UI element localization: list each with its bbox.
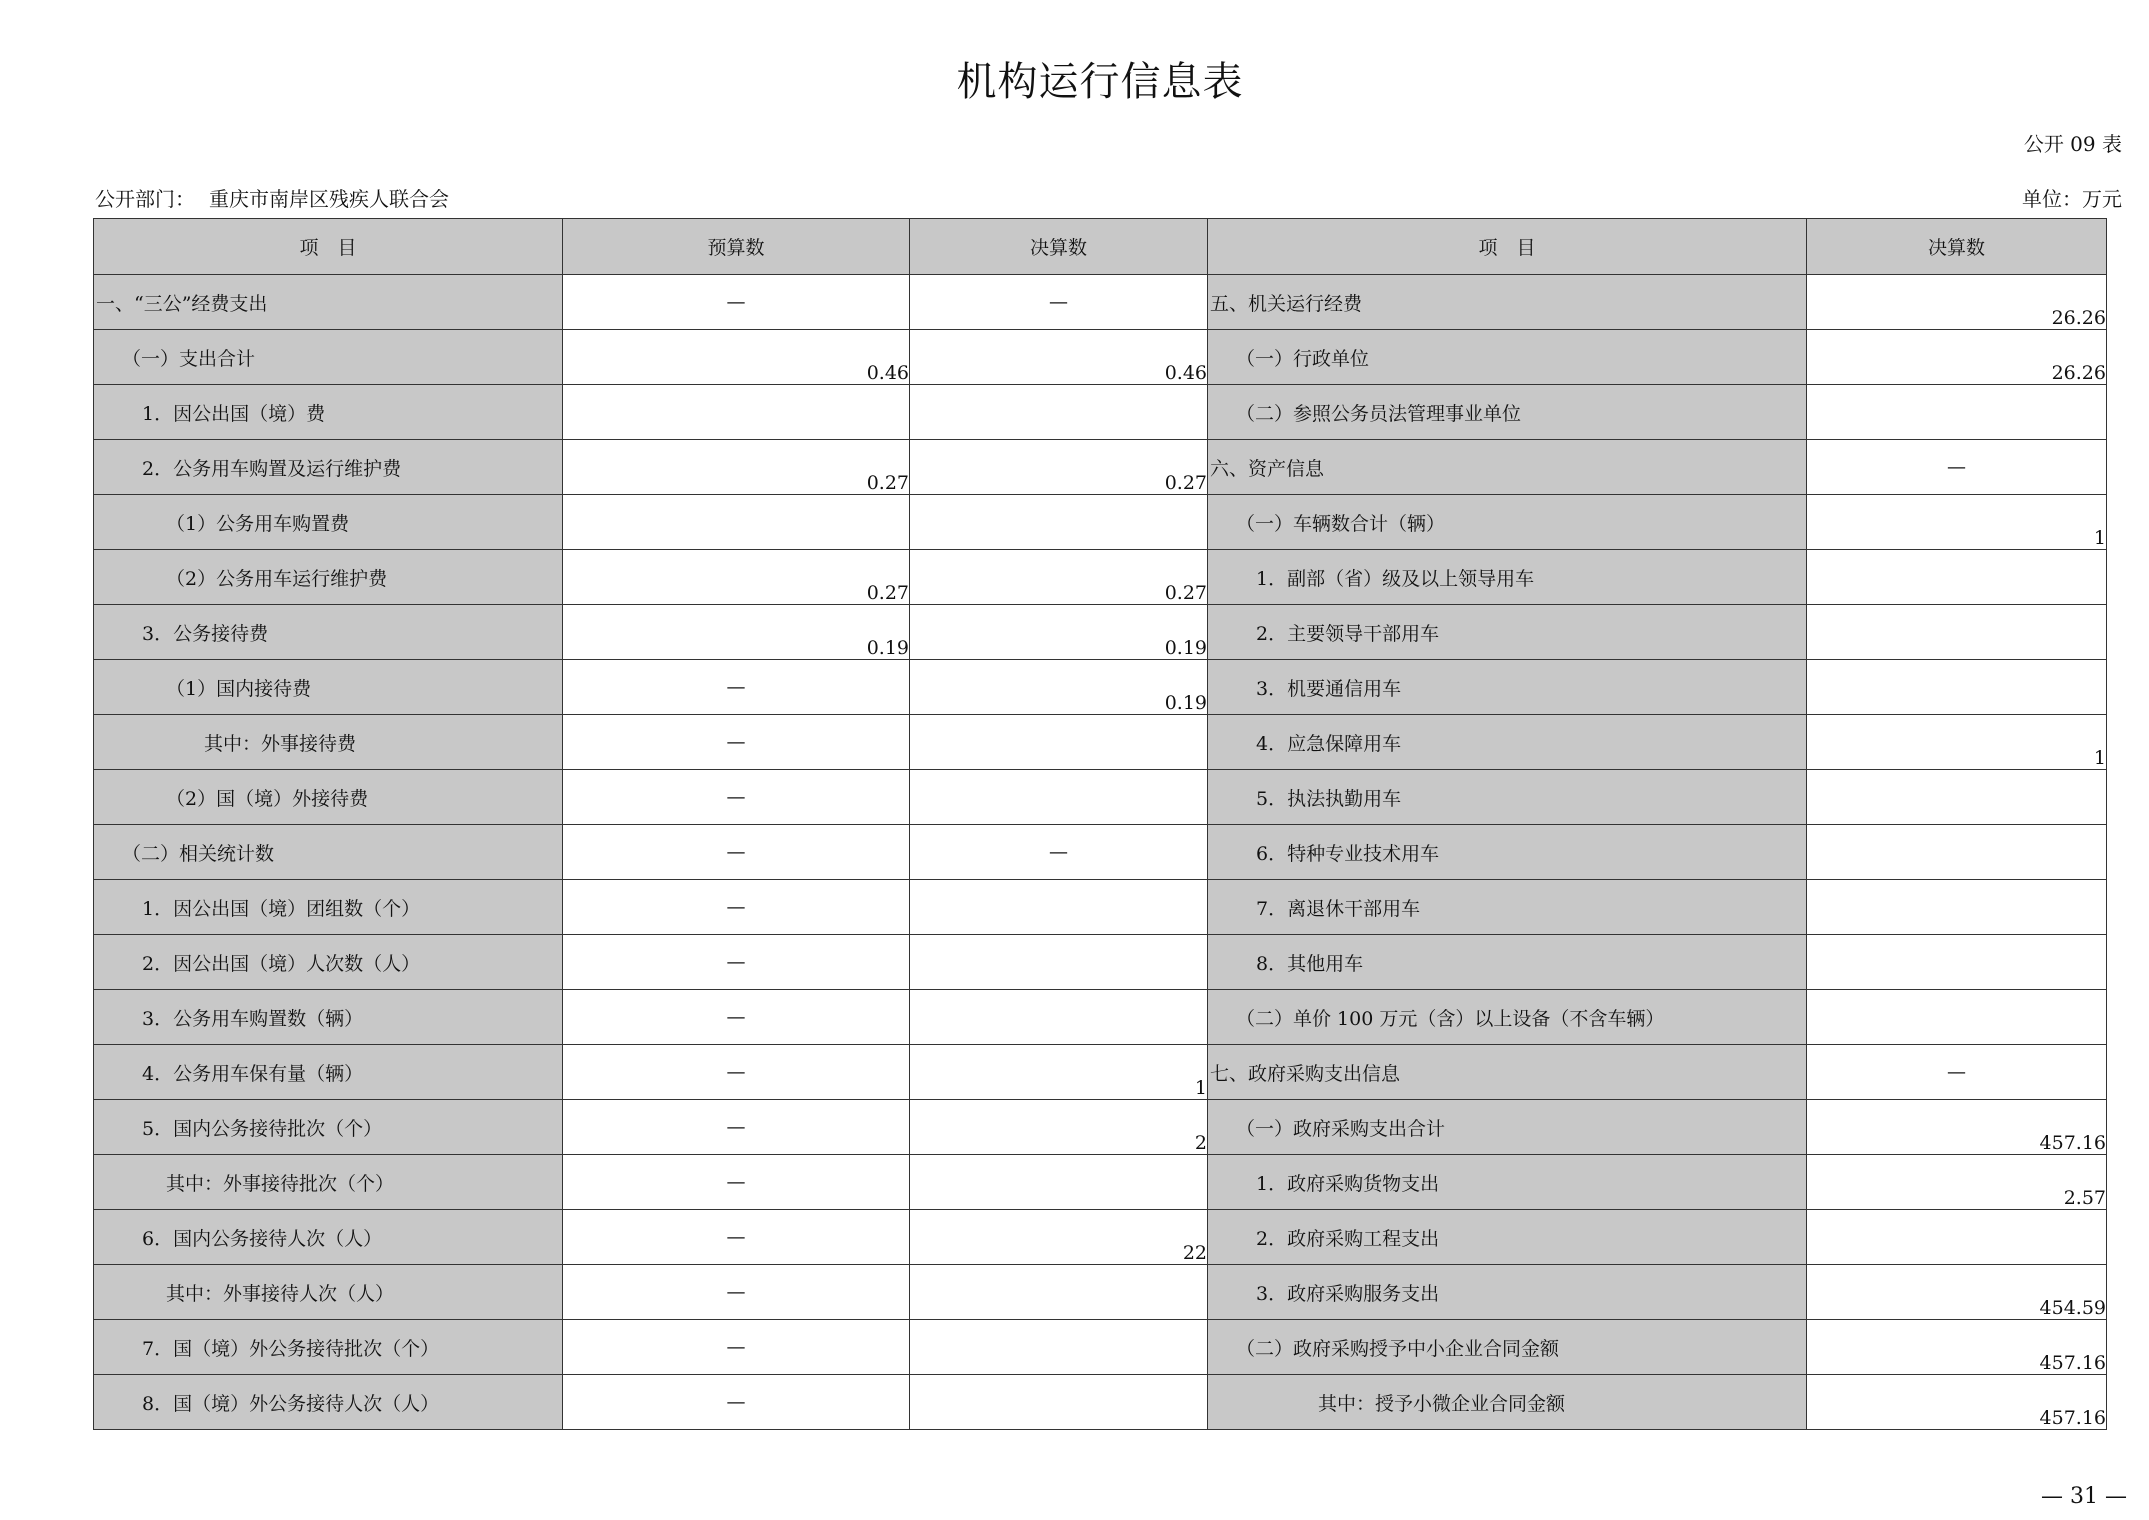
left-budget-value: 0.19	[563, 605, 910, 660]
table-header-row	[94, 219, 2107, 275]
left-item-label: 2．因公出国（境）人次数（人）	[94, 935, 563, 990]
table-row	[94, 715, 2107, 770]
left-item-label: （1）公务用车购置费	[94, 495, 563, 550]
right-item-label: 其中：授予小微企业合同金额	[1208, 1375, 1807, 1430]
right-item-label: （一）行政单位	[1208, 330, 1807, 385]
left-budget-value	[563, 385, 910, 440]
left-item-label: （一）支出合计	[94, 330, 563, 385]
left-budget-value: —	[563, 275, 910, 330]
left-budget-value: —	[563, 715, 910, 770]
right-final-value: 457.16	[1807, 1100, 2107, 1155]
left-final-value: 0.27	[910, 440, 1208, 495]
right-final-value	[1807, 1210, 2107, 1265]
right-item-label: 3．政府采购服务支出	[1208, 1265, 1807, 1320]
left-item-label: （2）国（境）外接待费	[94, 770, 563, 825]
left-item-label: 1．因公出国（境）费	[94, 385, 563, 440]
table-row	[94, 1320, 2107, 1375]
table-row	[94, 1375, 2107, 1430]
left-budget-value: 0.27	[563, 550, 910, 605]
left-item-label: 1．因公出国（境）团组数（个）	[94, 880, 563, 935]
left-budget-value	[563, 495, 910, 550]
table-row	[94, 1155, 2107, 1210]
header-left-item: 项 目	[94, 219, 563, 275]
table-row	[94, 440, 2107, 495]
left-budget-value: 0.46	[563, 330, 910, 385]
right-item-label: 6．特种专业技术用车	[1208, 825, 1807, 880]
right-final-value	[1807, 605, 2107, 660]
left-final-value: 2	[910, 1100, 1208, 1155]
right-final-value	[1807, 550, 2107, 605]
right-item-label: 5．执法执勤用车	[1208, 770, 1807, 825]
right-item-label: 8．其他用车	[1208, 935, 1807, 990]
right-final-value	[1807, 770, 2107, 825]
left-item-label: 7．国（境）外公务接待批次（个）	[94, 1320, 563, 1375]
right-final-value: 1	[1807, 495, 2107, 550]
table-row	[94, 385, 2107, 440]
left-item-label: 其中：外事接待费	[94, 715, 563, 770]
left-item-label: （二）相关统计数	[94, 825, 563, 880]
left-final-value: —	[910, 275, 1208, 330]
right-item-label: （一）车辆数合计（辆）	[1208, 495, 1807, 550]
left-budget-value: —	[563, 935, 910, 990]
table-row	[94, 935, 2107, 990]
department-label: 公开部门：	[95, 187, 195, 211]
left-final-value	[910, 1265, 1208, 1320]
left-item-label: （1）国内接待费	[94, 660, 563, 715]
left-item-label: 4．公务用车保有量（辆）	[94, 1045, 563, 1100]
left-final-value: 0.19	[910, 660, 1208, 715]
left-item-label: （2）公务用车运行维护费	[94, 550, 563, 605]
right-final-value: —	[1807, 1045, 2107, 1100]
page-number: — 31 —	[2041, 1484, 2127, 1509]
table-row	[94, 330, 2107, 385]
left-final-value: 0.27	[910, 550, 1208, 605]
right-final-value	[1807, 660, 2107, 715]
table-row	[94, 1265, 2107, 1320]
left-final-value: —	[910, 825, 1208, 880]
department-name: 重庆市南岸区残疾人联合会	[209, 187, 449, 211]
left-budget-value: —	[563, 1045, 910, 1100]
table-row	[94, 825, 2107, 880]
right-item-label: 七、政府采购支出信息	[1208, 1045, 1807, 1100]
right-final-value	[1807, 990, 2107, 1045]
header-left-budget: 预算数	[563, 219, 910, 275]
left-budget-value: —	[563, 1100, 910, 1155]
left-budget-value: —	[563, 880, 910, 935]
right-final-value: —	[1807, 440, 2107, 495]
table-row	[94, 1210, 2107, 1265]
right-item-label: 4．应急保障用车	[1208, 715, 1807, 770]
left-budget-value: —	[563, 825, 910, 880]
left-budget-value: —	[563, 1265, 910, 1320]
left-final-value	[910, 1375, 1208, 1430]
table-row	[94, 990, 2107, 1045]
table-row	[94, 605, 2107, 660]
table-row	[94, 495, 2107, 550]
left-final-value	[910, 770, 1208, 825]
left-final-value	[910, 715, 1208, 770]
right-final-value: 457.16	[1807, 1320, 2107, 1375]
left-item-label: 8．国（境）外公务接待人次（人）	[94, 1375, 563, 1430]
right-item-label: 7．离退休干部用车	[1208, 880, 1807, 935]
right-final-value: 1	[1807, 715, 2107, 770]
right-final-value	[1807, 935, 2107, 990]
left-budget-value: —	[563, 1320, 910, 1375]
right-final-value	[1807, 825, 2107, 880]
right-final-value	[1807, 880, 2107, 935]
right-item-label: （二）政府采购授予中小企业合同金额	[1208, 1320, 1807, 1375]
left-final-value	[910, 935, 1208, 990]
left-final-value: 0.19	[910, 605, 1208, 660]
left-item-label: 5．国内公务接待批次（个）	[94, 1100, 563, 1155]
left-budget-value: —	[563, 990, 910, 1045]
left-item-label: 其中：外事接待批次（个）	[94, 1155, 563, 1210]
right-item-label: 1．政府采购货物支出	[1208, 1155, 1807, 1210]
left-budget-value: —	[563, 1155, 910, 1210]
header-left-final: 决算数	[910, 219, 1208, 275]
right-final-value	[1807, 385, 2107, 440]
left-item-label: 一、“三公”经费支出	[94, 275, 563, 330]
left-item-label: 3．公务用车购置数（辆）	[94, 990, 563, 1045]
left-final-value	[910, 1155, 1208, 1210]
left-item-label: 2．公务用车购置及运行维护费	[94, 440, 563, 495]
right-item-label: 2．主要领导干部用车	[1208, 605, 1807, 660]
table-row	[94, 550, 2107, 605]
right-item-label: 2．政府采购工程支出	[1208, 1210, 1807, 1265]
right-item-label: （一）政府采购支出合计	[1208, 1100, 1807, 1155]
left-final-value: 1	[910, 1045, 1208, 1100]
left-item-label: 6．国内公务接待人次（人）	[94, 1210, 563, 1265]
table-row	[94, 660, 2107, 715]
left-item-label: 3．公务接待费	[94, 605, 563, 660]
right-final-value: 2.57	[1807, 1155, 2107, 1210]
right-item-label: 3．机要通信用车	[1208, 660, 1807, 715]
table-row	[94, 1100, 2107, 1155]
page-title: 机构运行信息表	[956, 59, 1244, 105]
right-item-label: （二）参照公务员法管理事业单位	[1208, 385, 1807, 440]
unit-label: 单位：万元	[2022, 187, 2122, 211]
left-final-value	[910, 990, 1208, 1045]
right-final-value: 26.26	[1807, 330, 2107, 385]
left-budget-value: —	[563, 1210, 910, 1265]
left-final-value: 22	[910, 1210, 1208, 1265]
left-item-label: 其中：外事接待人次（人）	[94, 1265, 563, 1320]
table-row	[94, 770, 2107, 825]
table-row	[94, 1045, 2107, 1100]
left-budget-value: 0.27	[563, 440, 910, 495]
left-final-value	[910, 1320, 1208, 1375]
right-final-value: 26.26	[1807, 275, 2107, 330]
right-item-label: 六、资产信息	[1208, 440, 1807, 495]
right-item-label: （二）单价 100 万元（含）以上设备（不含车辆）	[1208, 990, 1807, 1045]
header-right-item: 项 目	[1208, 219, 1807, 275]
table-row	[94, 880, 2107, 935]
info-table	[93, 218, 2107, 1430]
left-final-value	[910, 495, 1208, 550]
left-final-value	[910, 385, 1208, 440]
department-line	[95, 183, 449, 212]
left-budget-value: —	[563, 770, 910, 825]
left-budget-value: —	[563, 660, 910, 715]
right-final-value: 454.59	[1807, 1265, 2107, 1320]
left-final-value	[910, 880, 1208, 935]
right-item-label: 五、机关运行经费	[1208, 275, 1807, 330]
form-number: 公开 09 表	[2023, 132, 2122, 156]
right-final-value: 457.16	[1807, 1375, 2107, 1430]
left-final-value: 0.46	[910, 330, 1208, 385]
table-row	[94, 275, 2107, 330]
right-item-label: 1．副部（省）级及以上领导用车	[1208, 550, 1807, 605]
left-budget-value: —	[563, 1375, 910, 1430]
header-right-final: 决算数	[1807, 219, 2107, 275]
